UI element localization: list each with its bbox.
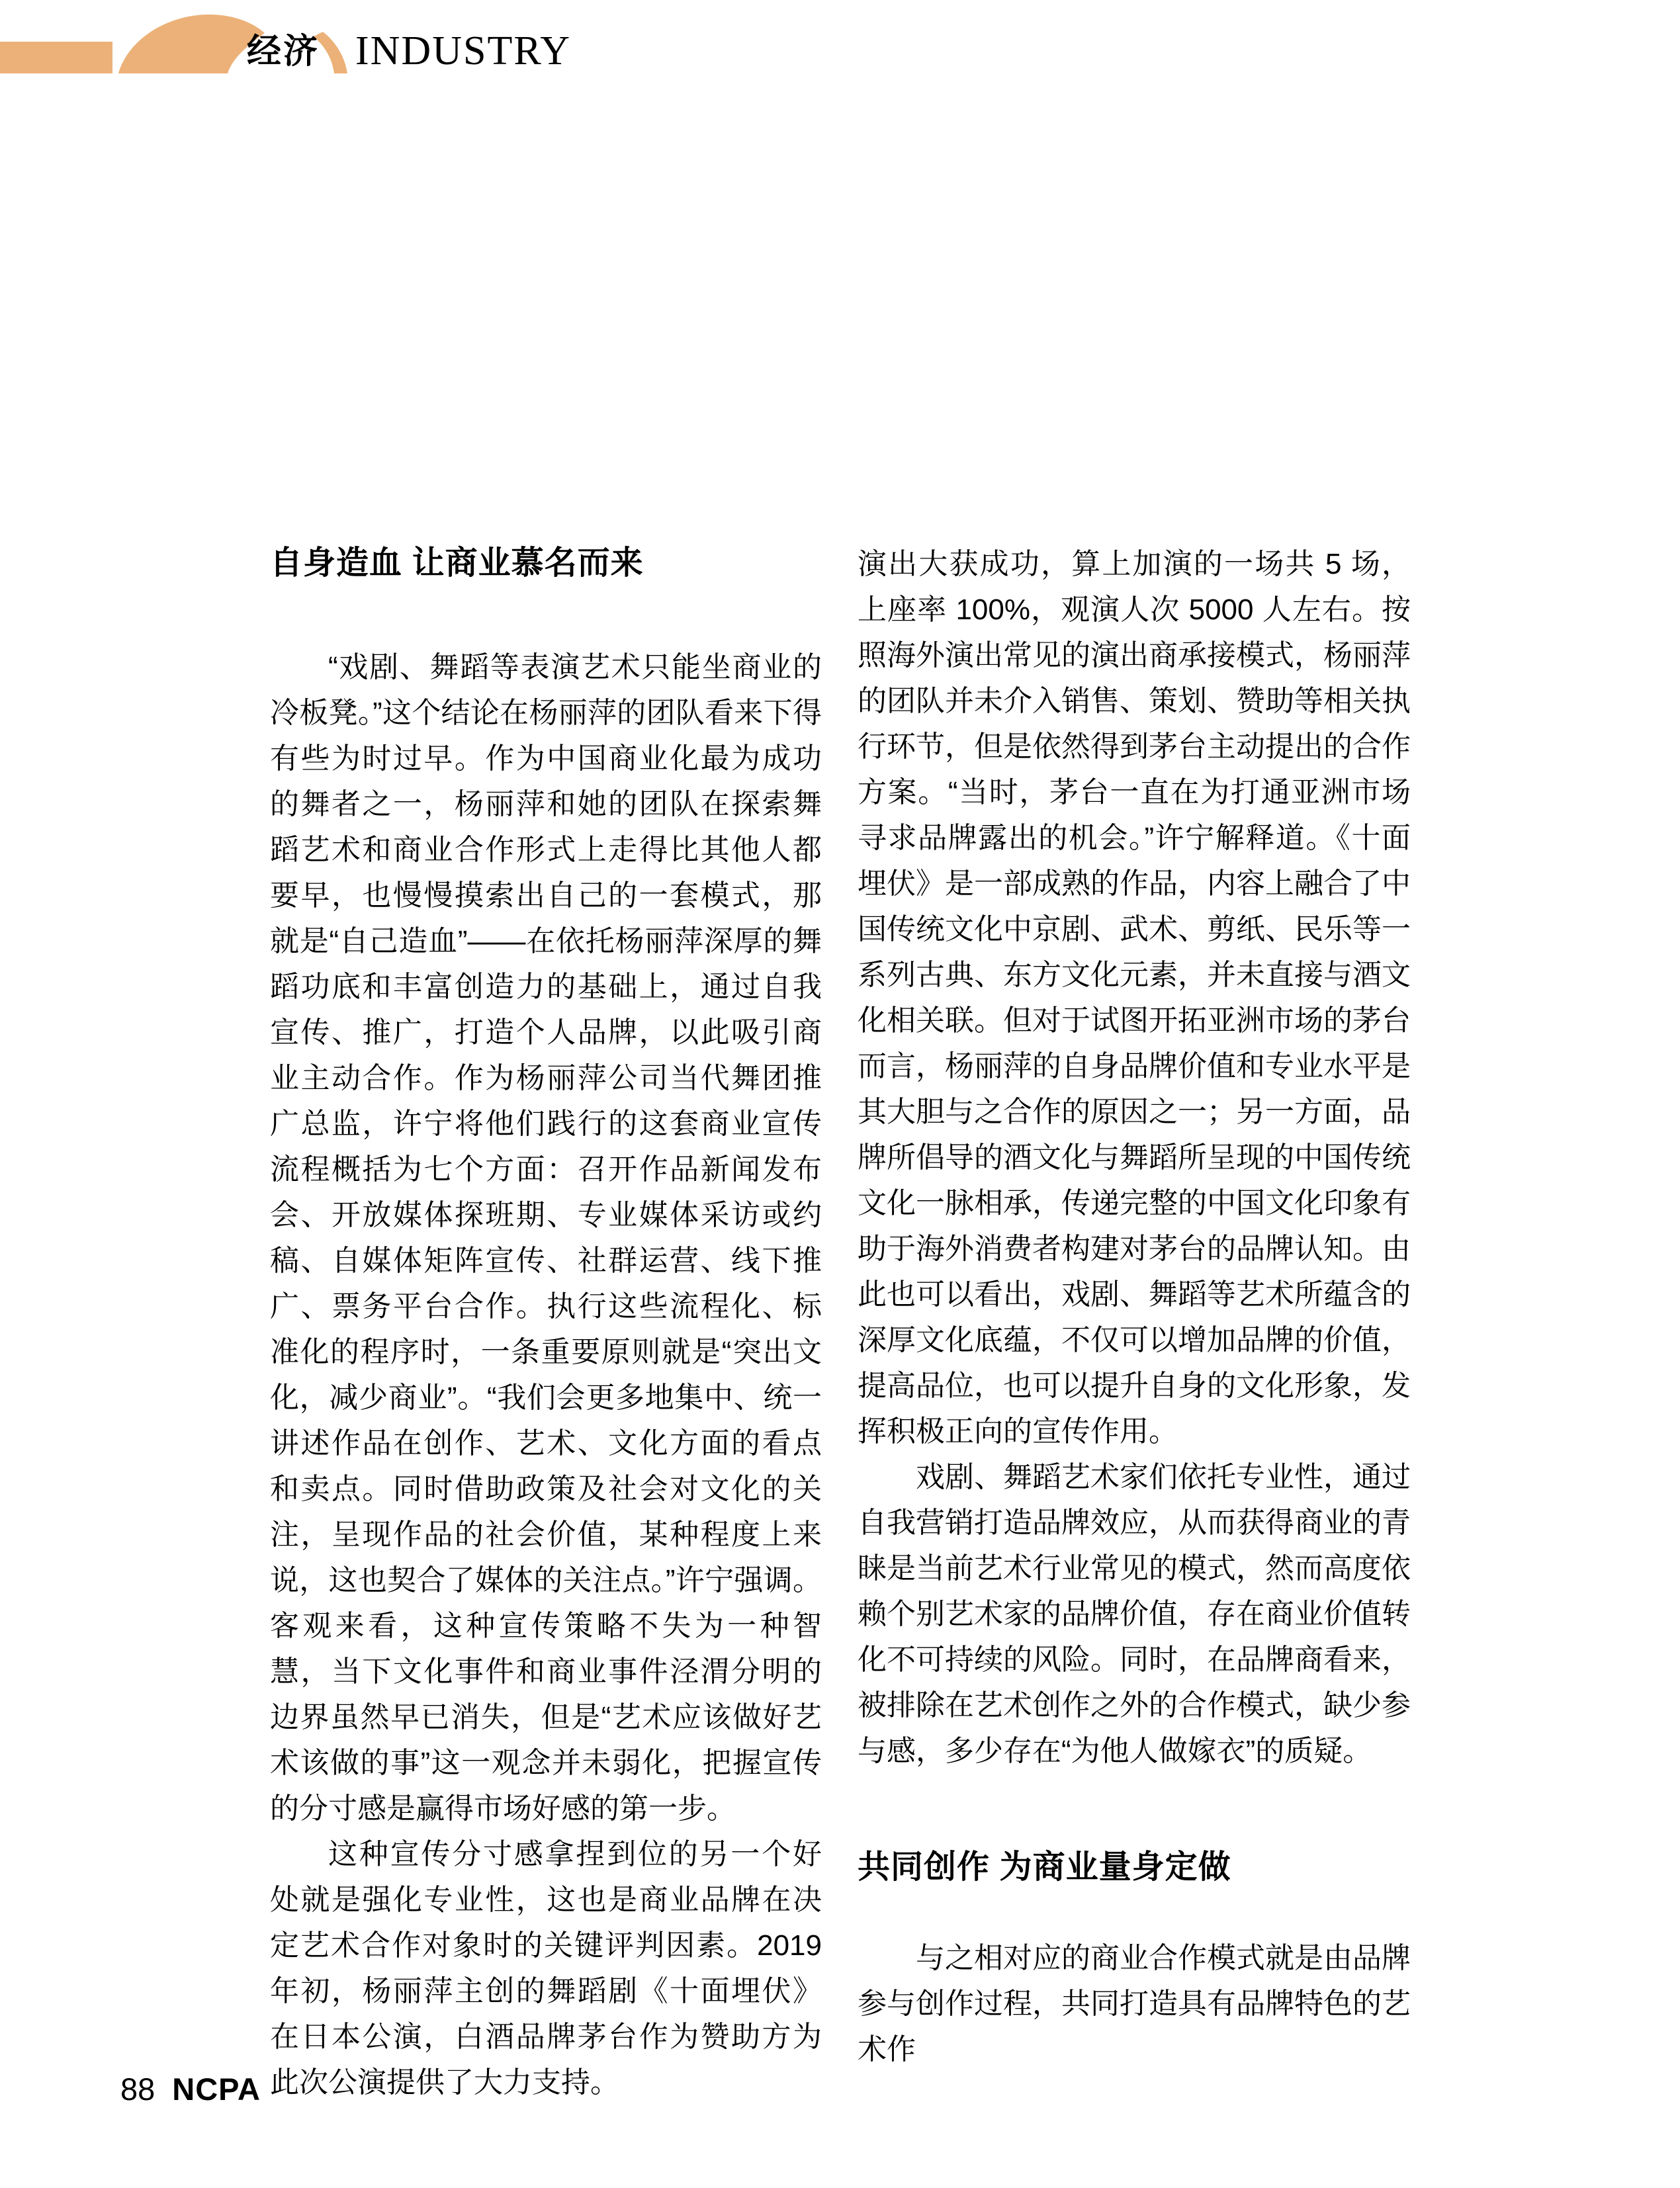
section-title-en: INDUSTRY xyxy=(355,28,572,73)
article-paragraph: 戏剧、舞蹈艺术家们依托专业性，通过自我营销打造品牌效应，从而获得商业的青睐是当前艺术行业常见的模式，然而高度依赖个别艺术家的品牌价值，存在商业价值转化不可持续的风险。同时，在品牌商看来，被排除在艺术创作之外的合作模式，缺少参与感，多少存在“为他人做嫁衣”的质疑。 xyxy=(858,1461,1411,1767)
journal-abbreviation: NCPA xyxy=(172,2072,261,2107)
section-header xyxy=(0,0,596,83)
article-paragraph: 这种宣传分寸感拿捏到位的另一个好处就是强化专业性，这也是商业品牌在决定艺术合作对象时的关键评判因素。2019 年初，杨丽萍主创的舞蹈剧《十面埋伏》在日本公演，白酒品牌茅台作为赞助方为此次公演提供了大力支持。 xyxy=(270,1838,822,2099)
section-title-cn: 经济 xyxy=(247,32,320,71)
article-paragraph: 演出大获成功，算上加演的一场共 5 场，上座率 100%，观演人次 5000 人左右。按照海外演出常见的演出商承接模式，杨丽萍的团队并未介入销售、策划、赞助等相关执行环节，但是依然得到茅台主动提出的合作方案。“当时，茅台一直在为打通亚洲市场寻求品牌露出的机会。”许宁解释道。《十面埋伏》是一部成熟的作品，内容上融合了中国传统文化中京剧、武术、剪纸、民乐等一系列古典、东方文化元素，并未直接与酒文化相关联。但对于试图开拓亚洲市场的茅台而言，杨丽萍的自身品牌价值和专业水平是其大胆与之合作的原因之一；另一方面，品牌所倡导的酒文化与舞蹈所呈现的中国传统文化一脉相承，传递完整的中国文化印象有助于海外消费者构建对茅台的品牌认知。由此也可以看出，戏剧、舞蹈等艺术所蕴含的深厚文化底蕴，不仅可以增加品牌的价值，提高品位，也可以提升自身的文化形象，发挥积极正向的宣传作用。 xyxy=(858,548,1411,1448)
article-heading-2: 共同创作 为商业量身定做 xyxy=(858,1849,1231,1885)
article-column-right xyxy=(858,541,1411,2072)
article-paragraph: 与之相对应的商业合作模式就是由品牌参与创作过程，共同打造具有品牌特色的艺术作 xyxy=(858,1942,1411,2066)
article-heading-1: 自身造血 让商业慕名而来 xyxy=(270,545,644,581)
page-footer xyxy=(120,2074,261,2105)
page-number: 88 xyxy=(120,2072,155,2107)
article-column-left xyxy=(270,541,822,2105)
article-paragraph: “戏剧、舞蹈等表演艺术只能坐商业的冷板凳。”这个结论在杨丽萍的团队看来下得有些为时过早。作为中国商业化最为成功的舞者之一，杨丽萍和她的团队在探索舞蹈艺术和商业合作形式上走得比其他人都要早，也慢慢摸索出自己的一套模式，那就是“自己造血”——在依托杨丽萍深厚的舞蹈功底和丰富创造力的基础上，通过自我宣传、推广，打造个人品牌，以此吸引商业主动合作。作为杨丽萍公司当代舞团推广总监，许宁将他们践行的这套商业宣传流程概括为七个方面：召开作品新闻发布会、开放媒体探班期、专业媒体采访或约稿、自媒体矩阵宣传、社群运营、线下推广、票务平台合作。执行这些流程化、标准化的程序时，一条重要原则就是“突出文化，减少商业”。“我们会更多地集中、统一讲述作品在创作、艺术、文化方面的看点和卖点。同时借助政策及社会对文化的关注，呈现作品的社会价值，某种程度上来说，这也契合了媒体的关注点。”许宁强调。客观来看，这种宣传策略不失为一种智慧，当下文化事件和商业事件泾渭分明的边界虽然早已消失，但是“艺术应该做好艺术该做的事”这一观念并未弱化，把握宣传的分寸感是赢得市场好感的第一步。 xyxy=(270,651,822,1825)
